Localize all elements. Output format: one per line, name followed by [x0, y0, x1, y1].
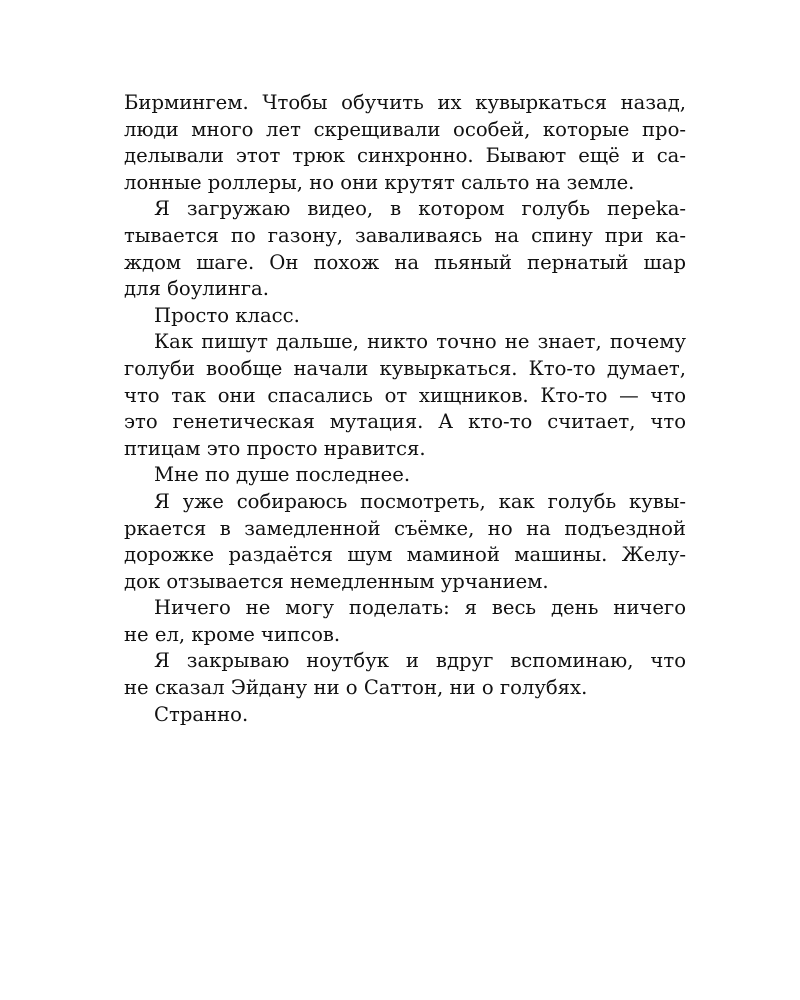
text-line: ркается в замедленной съёмке, но на подъездной	[124, 516, 686, 540]
text-line: дорожке раздаётся шум маминой машины. Желу-	[124, 543, 686, 567]
text-line: Мне по душе последнее.	[154, 463, 411, 487]
text-line: Я загружаю видео, в котором голубь переka-	[154, 197, 686, 221]
text-line: тывается по газону, заваливаясь на спину при ка-	[124, 223, 686, 247]
text-line: люди много лет скрещивали особей, которые про-	[124, 117, 686, 141]
text-line: птицам это просто нравится.	[124, 436, 426, 460]
text-line: голуби вообще начали кувыркаться. Кто-то думает,	[124, 356, 686, 380]
text-line: Как пишут дальше, никто точно не знает, почему	[154, 330, 686, 354]
text-line: делывали этот трюк синхронно. Бывают ещё и са-	[124, 144, 686, 168]
text-line: Бирмингем. Чтобы обучить их кувыркаться назад,	[124, 91, 686, 114]
text-line: Ничего не могу поделать: я весь день ничего	[154, 596, 686, 620]
text-line: не сказал Эйдану ни о Саттон, ни о голубях.	[124, 676, 588, 700]
text-line: док отзывается немедленным урчанием.	[124, 569, 549, 593]
text-line: ждом шаге. Он похож на пьяный пернатый шар	[124, 250, 686, 274]
text-line: Я уже собираюсь посмотреть, как голубь кувы-	[154, 489, 686, 513]
text-line: не ел, кроме чипсов.	[124, 622, 341, 646]
text-line: Я закрываю ноутбук и вдруг вспоминаю, что	[154, 649, 686, 673]
page-text	[124, 90, 686, 728]
text-line: что так они спасались от хищников. Кто-то — что	[124, 383, 686, 407]
text-line: лонные роллеры, но они крутят сальто на земле.	[124, 170, 635, 194]
text-line: Просто класс.	[154, 303, 300, 327]
text-line: Странно.	[154, 702, 249, 726]
text-line: для боулинга.	[124, 277, 269, 301]
text-line: это генетическая мутация. А кто-то считает, что	[124, 410, 686, 434]
